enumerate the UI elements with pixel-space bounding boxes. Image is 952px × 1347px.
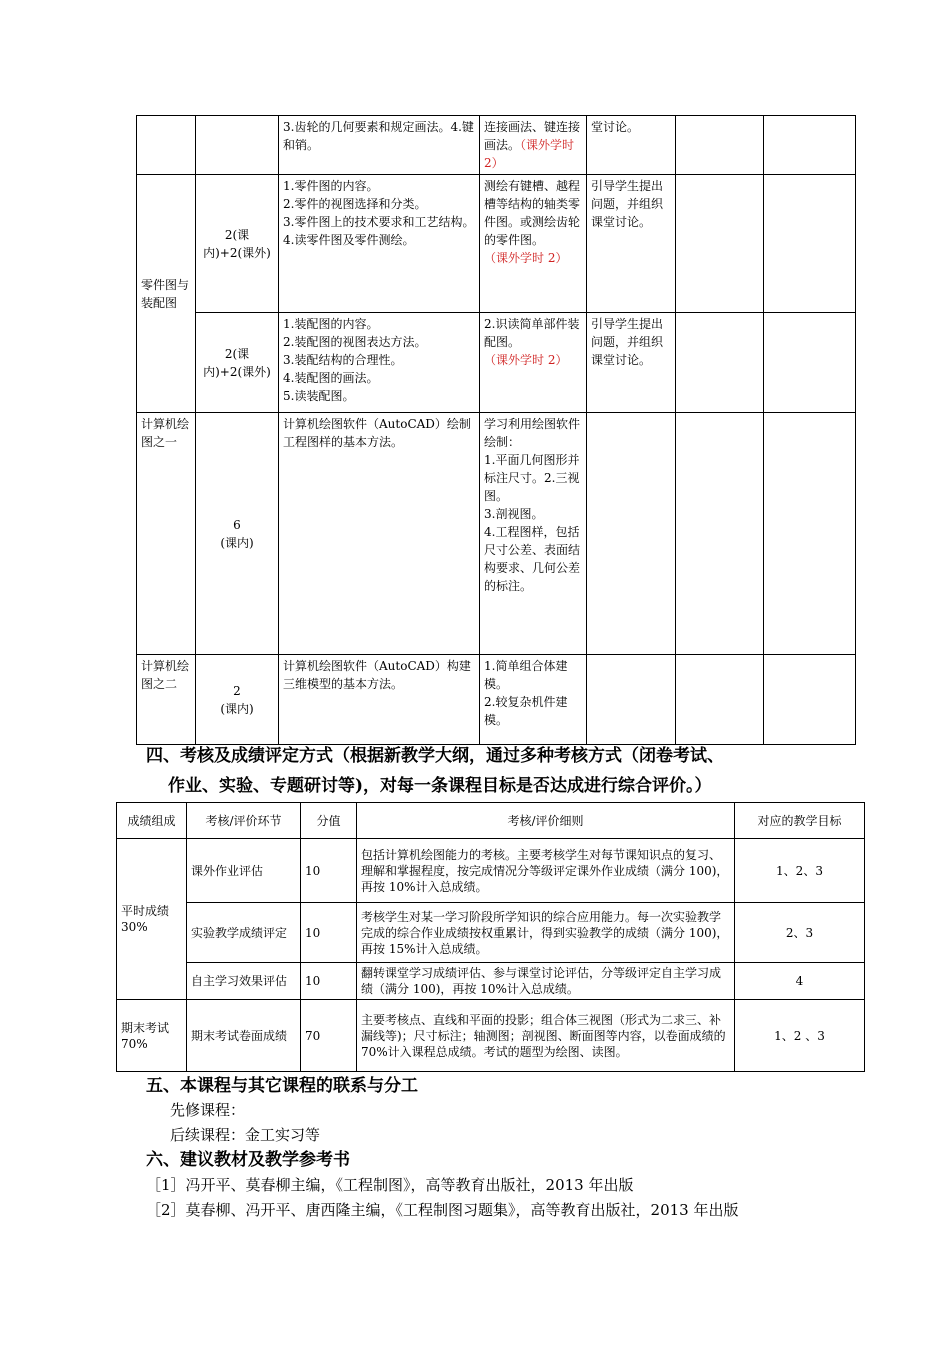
reference-item: ［2］莫春柳、冯开平、唐西隆主编，《工程制图习题集》，高等教育出版社，2013 年出版 [146, 1201, 739, 1219]
reference-item: ［1］冯开平、莫春柳主编，《工程制图》，高等教育出版社，2013 年出版 [146, 1176, 634, 1194]
table-row [117, 963, 865, 1000]
assessment-table [116, 802, 865, 1072]
practice-cell: 2.识读简单部件装配图。 （课外学时 2） [480, 313, 587, 413]
detail-cell: 考核学生对某一学习阶段所学知识的综合应用能力。每一次实验教学完成的综合作业成绩按权重累计，得到实验教学的成绩（满分 100)，再按 15%计入总成绩。 [357, 903, 735, 963]
practice-note: （课外学时 2） [484, 138, 575, 170]
item-cell: 课外作业评估 [187, 839, 301, 903]
practice-cell: 1.简单组合体建模。 2.较复杂机件建模。 [480, 655, 587, 745]
score-cell: 70 [301, 1000, 357, 1072]
empty-cell [764, 655, 856, 745]
detail-cell: 包括计算机绘图能力的考核。主要考核学生对每节课知识点的复习、理解和掌握程度，按完成情况分等级评定课外作业成绩（满分 100)，再按 10%计入总成绩。 [357, 839, 735, 903]
method-cell [587, 413, 676, 655]
table-row [137, 116, 856, 175]
table-row [137, 413, 856, 655]
score-cell: 10 [301, 839, 357, 903]
item-cell: 自主学习效果评估 [187, 963, 301, 1000]
table-row [117, 1000, 865, 1072]
detail-cell: 翻转课堂学习成绩评估、参与课堂讨论评估，分等级评定自主学习成绩（满分 100)，再按 10%计入总成绩。 [357, 963, 735, 1000]
empty-cell [676, 175, 764, 313]
score-cell: 10 [301, 963, 357, 1000]
section6-title: 六、建议教材及教学参考书 [146, 1150, 350, 1170]
chapter-cell: 零件图与装配图 [137, 175, 196, 413]
header-grade-composition: 成绩组成 [117, 803, 187, 839]
empty-cell [764, 175, 856, 313]
empty-cell [676, 413, 764, 655]
goal-cell: 4 [735, 963, 865, 1000]
content-cell: 3.齿轮的几何要素和规定画法。4.键和销。 [279, 116, 480, 175]
empty-cell [676, 116, 764, 175]
table-row [137, 175, 856, 313]
table-row [137, 655, 856, 745]
group-cell: 平时成绩30% [117, 839, 187, 1000]
practice-cell: 测绘有键槽、越程槽等结构的轴类零件图。或测绘齿轮的零件图。 （课外学时 2） [480, 175, 587, 313]
course-content-table [136, 115, 856, 745]
chapter-cell: 计算机绘图之二 [137, 655, 196, 745]
section5-title: 五、本课程与其它课程的联系与分工 [146, 1076, 418, 1096]
empty-cell [764, 413, 856, 655]
chapter-cell: 计算机绘图之一 [137, 413, 196, 655]
method-cell: 堂讨论。 [587, 116, 676, 175]
chapter-cell [137, 116, 196, 175]
method-cell: 引导学生提出问题，并组织课堂讨论。 [587, 313, 676, 413]
goal-cell: 1、2、3 [735, 839, 865, 903]
hours-cell: 2 (课内) [196, 655, 279, 745]
header-goal: 对应的教学目标 [735, 803, 865, 839]
section4-title-line1: 四、考核及成绩评定方式（根据新教学大纲，通过多种考核方式（闭卷考试、 [146, 746, 724, 766]
practice-cell: 学习利用绘图软件绘制： 1.平面几何图形并标注尺寸。2.三视图。 3.剖视图。 4.工程图样，包括尺寸公差、表面结构要求、几何公差的标注。 [480, 413, 587, 655]
content-cell: 计算机绘图软件（AutoCAD）绘制工程图样的基本方法。 [279, 413, 480, 655]
practice-note: （课外学时 2） [484, 251, 568, 265]
hours-cell: 2(课内)+2(课外) [196, 175, 279, 313]
header-detail: 考核/评价细则 [357, 803, 735, 839]
empty-cell [764, 313, 856, 413]
content-cell: 1.零件图的内容。 2.零件的视图选择和分类。 3.零件图上的技术要求和工艺结构。 4.读零件图及零件测绘。 [279, 175, 480, 313]
empty-cell [764, 116, 856, 175]
group-cell: 期末考试70% [117, 1000, 187, 1072]
method-cell [587, 655, 676, 745]
item-cell: 实验教学成绩评定 [187, 903, 301, 963]
goal-cell: 1、2 、3 [735, 1000, 865, 1072]
hours-cell [196, 116, 279, 175]
practice-cell: 连接画法、键连接画法。（课外学时 2） [480, 116, 587, 175]
hours-cell: 6 (课内) [196, 413, 279, 655]
method-cell: 引导学生提出问题，并组织课堂讨论。 [587, 175, 676, 313]
empty-cell [676, 313, 764, 413]
score-cell: 10 [301, 903, 357, 963]
hours-cell: 2(课内)+2(课外) [196, 313, 279, 413]
detail-cell: 主要考核点、直线和平面的投影；组合体三视图（形式为二求三、补漏线等)；尺寸标注；轴测图；剖视图、断面图等内容，以卷面成绩的 70%计入课程总成绩。考试的题型为绘图、读图。 [357, 1000, 735, 1072]
table-row [117, 903, 865, 963]
followup-courses: 后续课程：金工实习等 [170, 1126, 321, 1144]
content-cell: 计算机绘图软件（AutoCAD）构建三维模型的基本方法。 [279, 655, 480, 745]
header-score: 分值 [301, 803, 357, 839]
item-cell: 期末考试卷面成绩 [187, 1000, 301, 1072]
section4-title-line2: 作业、实验、专题研讨等)，对每一条课程目标是否达成进行综合评价。） [168, 776, 712, 796]
header-assessment-item: 考核/评价环节 [187, 803, 301, 839]
content-cell: 1.装配图的内容。 2.装配图的视图表达方法。 3.装配结构的合理性。 4.装配图的画法。 5.读装配图。 [279, 313, 480, 413]
goal-cell: 2、3 [735, 903, 865, 963]
table-row [137, 313, 856, 413]
empty-cell [676, 655, 764, 745]
prerequisite-courses: 先修课程： [170, 1101, 246, 1119]
table-row [117, 839, 865, 903]
practice-note: （课外学时 2） [484, 353, 568, 367]
table-header-row [117, 803, 865, 839]
